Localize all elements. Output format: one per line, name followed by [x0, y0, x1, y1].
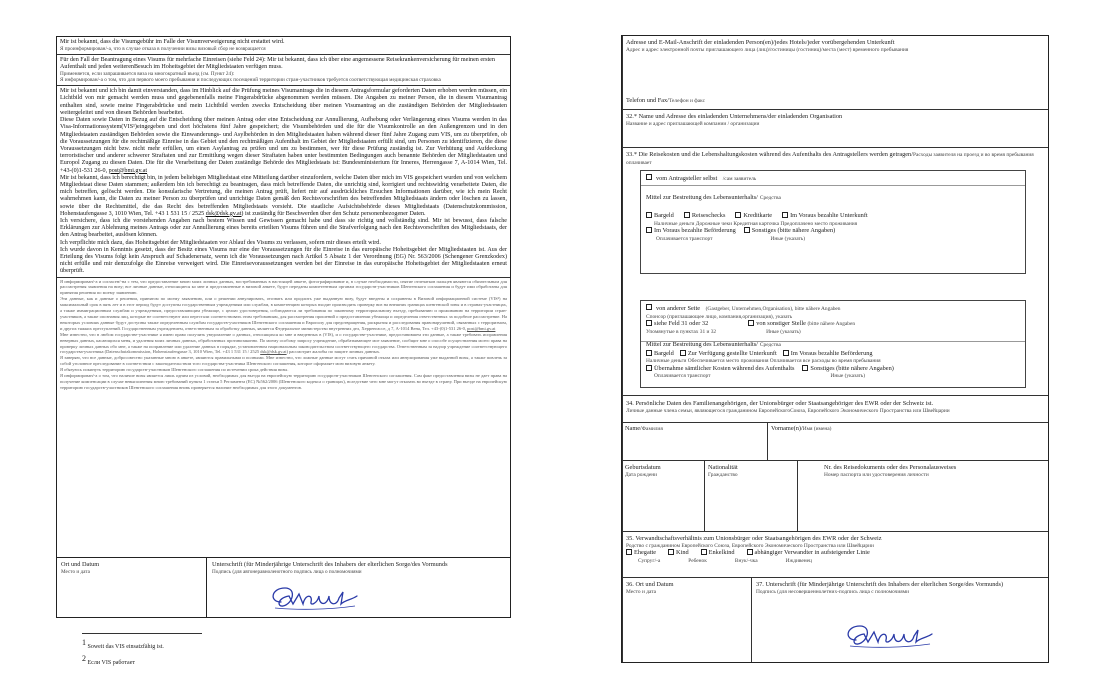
sponsor-means-options — [646, 350, 1020, 359]
self-means-options — [646, 212, 1020, 221]
self-funded-de: vom Antragsteller selbst — [656, 175, 718, 182]
self-means-de: Mittel zur Bestreitung des Lebensunterhalts/ — [646, 193, 758, 201]
birthdate-label-de: Geburtsdatum — [625, 464, 661, 471]
consent-de-4: Ich versichere, dass ich die vorstehenden Angaben nach bestem Wissen und Gewissen gemacht habe und dass sie richtig und vollständig sind. Mir ist bewusst, dass falsche Erklärungen zur Ablehnung meines Antrags oder zur Annullierung eines bereits erteilten Visums führen und die Strafverfolgung nach den Rechtsvorschriften des Mitgliedstaats, der den Antrag bearbeitet, auslösen können. — [60, 217, 507, 239]
multi-entry-de: Für den Fall der Beantragung eines Visums für mehrfache Einreisen (siehe Feld 24): Mir ist bekannt, dass ich über eine angemessene Reisekrankenversicherung für meinen ersten Aufenthalt und jeden weiterenBesuch im Hoheitsgebiet der Mitgliedstaaten verfügen muss. — [60, 57, 495, 71]
opt-spouse-label: Ehegatte — [634, 549, 657, 557]
opt-grandchild-checkbox[interactable] — [701, 549, 707, 555]
signature-row-right — [622, 578, 1048, 662]
opt-cheques[interactable] — [684, 212, 726, 221]
field-35-label-ru: Родство с гражданином Европейского Союза, Европейского Экономического Пространства или Швейцарии — [626, 542, 874, 549]
self-means-label — [646, 194, 1020, 203]
field-31-label-ru: Адрес и адрес электронной почты приглашающего лица (лиц)/гостиницы (гостиниц)/места (мест) временного пребывания — [626, 46, 909, 53]
opt-s-accom-label: Zur Verfügung gestellte Unterkunft — [687, 349, 777, 357]
consent-de-1: Mir ist bekannt und ich bin damit einverstanden, dass im Hinblick auf die Prüfung meines Visumantrags die in diesem Antragsformular geforderten Daten erhoben werden müssen, ein Lichtbild von mir gemacht werden muss und gegebenenfalls meine Fingerabdrücke abgenommen werden müssen. Die Angaben zu meiner Person, die in diesem Visumantrag enthalten sind, sowie meine Fingerabdrücke und mein Lichtbild werden zwecks Entscheidung über meinen Visumantrag an die zuständigen Behörden der Mitgliedstaaten weitergeleitet und von diesen Behörden bearbeitet. — [60, 88, 507, 116]
document-number-label-de: Nr. des Reisedokuments oder des Personalausweises — [824, 464, 957, 471]
self-funded-line — [646, 174, 1020, 184]
consent-ru-6: Я информирован/-а о том, что наличие визы является лишь одним из условий, необходимых для въезда на европейскую территорию государств-участников Шенгенского соглашения. Сам факт предоставления визы не дает права на получение компенсации в случае невыполнения мною требований пункта 1 статьи 5 Регламента (ЕС) №562/2006 (Шенгенского кодекса о границах), вследствие чего мне могут отказать во въезде в страну. При въезде на европейскую территорию государств-участников Шенгенского соглашения вновь проверяется наличие необходимых для этого документов. — [60, 373, 507, 390]
opt-s-all-costs[interactable] — [646, 365, 794, 374]
sponsor-means-de: Mittel zur Bestreitung des Lebensunterhalts/ — [646, 341, 758, 348]
opt-child-ru: Ребенок — [688, 557, 707, 564]
opt-prepaid-accom-checkbox[interactable] — [782, 212, 788, 218]
footnote-1 — [82, 637, 202, 653]
sponsor-ru: Спонсор (приглашающее лицо, компания,организация), указать — [646, 313, 793, 320]
multi-entry-ru-2: Я информирован/-а о том, что для первого моего пребывания и последующих посещений территории стран-участников требуется соответствующая медицинская страховка — [60, 77, 441, 84]
sponsor-checkbox[interactable] — [646, 304, 652, 310]
fee-ru: Я проинформирован/-а, что в случае отказа в получении визы визовый сбор не возвращается — [60, 46, 266, 53]
opt-other-source-label: von sonstiger Stelle — [756, 320, 806, 327]
opt-spouse-ru: Супруг/-а — [638, 557, 661, 564]
document-number-field[interactable] — [797, 461, 1048, 531]
consent-ru-3 — [60, 332, 507, 356]
opt-other-checkbox[interactable] — [744, 227, 750, 233]
surname-label-de: Name/ — [625, 425, 642, 432]
opt-prepaid-transport[interactable] — [646, 227, 736, 236]
sponsor-box — [640, 300, 1026, 388]
birthdate-label-ru: Дата рождени — [625, 471, 657, 478]
opt-grandchild[interactable] — [701, 549, 735, 558]
footnote-1-text: Soweit das VIS einsatzfähig ist. — [87, 644, 164, 650]
handwritten-signature — [267, 580, 362, 612]
opt-s-accom[interactable] — [680, 350, 777, 359]
firstname-field[interactable] — [767, 423, 1048, 460]
fee-de: Mir ist bekannt, dass die Visumgebühr im Falle der Visumverweigerung nicht erstattet wird. — [60, 39, 285, 45]
consent-ru-3-tail: ) рассмотрит жалобы по защите личных данных. — [286, 349, 381, 355]
field-34-header — [622, 396, 1048, 414]
opt-other-source-detail: (bitte nähere Angaben — [807, 321, 856, 327]
self-means-ru: Средства — [759, 194, 781, 201]
birthdate-field[interactable] — [622, 461, 704, 531]
declaration-frame — [56, 36, 511, 618]
opt-s-accom-checkbox[interactable] — [680, 350, 686, 356]
field-33-costs — [622, 148, 1048, 396]
field-34-label-ru: Личные данные члена семьи, являющегося гражданином ЕвропейскогоСоюза, Европейского Экономического Пространства или Швейцарии — [626, 407, 950, 414]
sponsor-fields — [646, 320, 1020, 329]
signature-label-ru: Подпись (для автонеравноленотного подпись лица о полномочиями — [212, 568, 362, 575]
place-date-field[interactable] — [57, 558, 207, 617]
consent-ru-3-text: Мне известно, что в любом государстве-участнике я имею право получить уведомление о данных, относящихся ко мне и введенных в (VIS), и о государстве-участнике, предоставившем эти данные, а также требовать исправления неверных данных, касающихся меня, и удаления моих личных данных, обработанных противозаконно. По моему особому запросу учреждение, обрабатывающее мое заявление, сообщит мне о способе осуществления моего права на проверку личных данных обо мне, а также на исправление или удаление данных в порядке, установленном национальным законодательством соответствующего государства. Ответственным за надзор учреждение соответствующего государства-участника (Datenschutzkommission, Hohenstaufengasse 3, 1010 Wien, Tel. +43 1 531 15 / 2525 — [60, 331, 507, 355]
consent-ru-2 — [60, 296, 507, 331]
place-date-label-ru: Место и дата — [61, 568, 90, 575]
opt-grandchild-label: Enkelkind — [708, 549, 735, 557]
opt-field-31-32-checkbox[interactable] — [646, 320, 652, 326]
bmi-email-link-ru[interactable]: post@bmi.gv.at — [467, 325, 496, 331]
field-37-label-ru: Подпись (для несовершеннолетних-подпись лица с полномочиями — [756, 588, 910, 595]
opt-s-transport-checkbox[interactable] — [783, 350, 789, 356]
surname-label-ru: Фамилия — [641, 426, 663, 432]
opt-s-all-costs-checkbox[interactable] — [646, 365, 652, 371]
relationship-options-ru — [626, 558, 1044, 565]
bmi-email-link[interactable]: post@bmi.gv.at — [108, 167, 148, 174]
multi-entry-ru-1: Применяется, если запрашивается виза на многократный въезд (см. Пункт 24): — [60, 71, 235, 78]
opt-s-transport-label: Im Voraus bezahlte Beförderung — [790, 349, 873, 357]
sponsor-line — [646, 304, 1020, 314]
opt-other-source[interactable] — [748, 320, 855, 329]
opt-s-transport-ru: Оплачивается транспорт — [654, 373, 711, 379]
opt-dependent[interactable] — [747, 549, 870, 558]
signature-row — [57, 557, 510, 617]
field-35-relationship — [622, 532, 1048, 578]
consent-ru-5: Я обязуюсь покинуть территорию государств-участников Шенгенского соглашения по истечении срока действия визы. — [60, 367, 289, 373]
surname-field[interactable] — [622, 423, 767, 460]
self-funded-box — [640, 170, 1026, 274]
consent-de-3-text: Mir ist bekannt, dass ich berechtigt bin, in jedem beliebigen Mitgliedstaat eine Mitteilung darüber einzufordern, welche Daten über mich im VIS gespeichert wurden und von welchem Mitgliedstaat diese Daten stammen; außerdem bin ich berechtigt zu beantragen, dass mich betreffende Daten, die unrichtig sind, korrigiert und rechtswidrig verarbeitete Daten, die mich betreffen, gelöscht werden. Die konsularische Vertretung, die meinen Antrag prüft, liefert mir auf ausdrückliches Ersuchen Informationen darüber, wie ich mein Recht wahrnehmen kann, die Daten zu meiner Person zu überprüfen und unrichtige Daten gemäß den Rechtsvorschriften des betreffenden Mitgliedstaats ändern oder löschen zu lassen, sowie über die Rechtsmittel, die das Recht des betreffenden Mitgliedstaats vorsieht. Die staatliche Aufsichtsbehörde dieses Mitgliedstaats (Datenschutzkommission, Hohenstaufengasse 3, 1010 Wien, Tel. +43 1 531 15 / 2525 — [60, 174, 507, 217]
sponsor-means-options-ru: Наличные деньги Обеспечивается место проживания Оплачивается все расходы во время пребывания — [646, 358, 881, 364]
opt-other-source-ru: Иные (указать) — [766, 328, 801, 335]
opt-field-ru: Упомянутые в пунктах 31 и 32 — [646, 328, 717, 335]
opt-card[interactable] — [735, 212, 772, 221]
opt-s-other-checkbox[interactable] — [802, 365, 808, 371]
self-means-options-2 — [646, 227, 1020, 236]
field-34-name-row — [622, 422, 1048, 460]
opt-card-checkbox[interactable] — [735, 212, 741, 218]
consent-ru-4: Я заверяю, что все данные, добросовестно указанные мною в анкете, являются правильными и полными. Мне известно, что ложные данные могут стать причиной отказа или аннулирования уже выданной визы, а также повлечь за собой уголовное преследование в соответствии с законодательством того государства-участника Шенгенского соглашения, которое оформляет мою визовую анкету. — [60, 355, 507, 367]
field-32-company[interactable] — [622, 110, 1048, 148]
phone-label-ru: Телефон и факс — [668, 98, 705, 104]
handwritten-signature-right — [842, 618, 937, 650]
page-right — [560, 0, 1100, 700]
consent-divider — [57, 277, 510, 278]
opt-spouse-checkbox[interactable] — [626, 549, 632, 555]
self-means-options-2-ru — [646, 236, 1020, 243]
dsk-email-link[interactable]: dsk@dsk.gv.at — [205, 210, 242, 217]
field-37-signature[interactable] — [752, 578, 1048, 662]
nationality-label-ru: Гражданство — [708, 471, 738, 478]
opt-cash[interactable] — [646, 212, 674, 221]
consent-de-3-tail: ) ist zuständig für Beschwerden über den Schutz personenbezogener Daten. — [241, 210, 426, 217]
opt-cash-label: Bargeld — [654, 212, 674, 219]
field-33-label-de: 33.* Die Reisekosten und die Lebenshaltungskosten während des Aufenthalts des Antragstellers werden getragen/ — [626, 151, 913, 158]
field-31-label-de: Adresse und E-Mail-Anschrift der einladenden Person(en)/jedes Hotels/jeder vorübergehenden Unterkunft — [626, 39, 895, 46]
opt-spouse[interactable] — [626, 549, 656, 558]
firstname-label-ru: Имя (имена) — [802, 426, 832, 432]
footnote-rule — [82, 633, 202, 634]
footnote-1-num: 1 — [82, 638, 86, 647]
opt-prepaid-accom-label: Im Voraus bezahlte Unterkunft — [790, 212, 868, 219]
opt-cheques-checkbox[interactable] — [684, 212, 690, 218]
firstname-label-de: Vorname(n)/ — [771, 425, 803, 432]
field-34-family-member — [622, 396, 1048, 532]
sponsor-means-options-2-ru — [646, 373, 1020, 380]
signature-field[interactable] — [207, 558, 510, 617]
nationality-field[interactable] — [704, 461, 797, 531]
phone-fax-label — [626, 97, 705, 105]
opt-s-other-label: Sonstiges (bitte nähere Angaben) — [810, 364, 894, 372]
sponsor-detail: (Gastgeber, Unternehmen,Organisation), bitte nähere Angaben — [705, 306, 841, 312]
self-divider — [641, 185, 1025, 186]
field-32-label-de: 32.* Name und Adresse des einladenden Unternehmens/der einladenden Organisation — [626, 113, 843, 120]
nationality-label-de: Nationalität — [708, 464, 738, 471]
field-36-label-de: 36. Ort und Datum — [626, 581, 674, 588]
opt-child[interactable] — [668, 549, 689, 558]
consent-ru-2-text: Эти данные, как и данные о решении, принятом по моему заявлению, или о решении аннулировать, отозвать или продлить уже выданную визу, будут введены и сохранены в Визовой информационной системе (VIS²) на максимальный срок в пять лет и в этот период будут доступны государственным учреждениям или службам, в компетенцию которых входит производить проверку виз на внешних границах шенгенской зоны и в странах-участницах, а также иммиграционным службам и учреждениям, предоставляющим убежище, с целью удостоверения, соблюдаются ли требования по законному территориальному въезду, пребыванию и проживанию на территории стран-участников, а также опознания лиц, которые не соответствуют или перестали соответствовать этим требованиям, для рассмотрения прошений о предоставлении убежища и определения ответственных за подобное рассмотрение. На некоторых условиях данные будут доступны также определенным службам государств-участников Шенгенского соглашения и Европолу для предотвращения, раскрытия и расследования правонарушений, связанных с терроризмом, и других тяжких преступлений. Государственным учреждением, ответственным за обработку данных, является Федеральное министерство внутренних дел, Херренгассе, д 7, А-1014 Вена, Тел. +43-(0)1-531 26-0, — [60, 296, 507, 331]
field-36-place-date[interactable] — [622, 578, 752, 662]
field-31-address[interactable] — [622, 36, 1048, 110]
opt-child-checkbox[interactable] — [668, 549, 674, 555]
opt-dependent-ru: Иждивенец — [785, 557, 812, 564]
opt-other-label: Sonstiges (bitte nähere Angaben) — [751, 227, 836, 234]
footnote-2-text: Если VIS работает — [87, 660, 135, 666]
field-36-label-ru: Место и дата — [626, 588, 657, 595]
self-means-options-ru: Наличные деньги Дорожные чеки Кредитная карточка Предоплачено место проживания — [654, 220, 858, 227]
relationship-options — [626, 549, 1044, 558]
field-35-label-de: 35. Verwandtschaftsverhältnis zum Unionsbürger oder Staatsangehörigen des EWR oder der Schweiz — [626, 535, 882, 542]
field-34-details-row — [622, 460, 1048, 531]
opt-s-cash-label: Bargeld — [654, 349, 674, 357]
consent-de-3 — [60, 175, 507, 218]
consent-de-2 — [60, 117, 507, 175]
sponsor-means-ru: Средства — [759, 342, 781, 348]
footnote-2 — [82, 653, 202, 669]
consent-de-6: Ich wurde davon in Kenntnis gesetzt, dass der Besitz eines Visums nur eine der Voraussetzungen für die Einreise in das europäische Hoheitsgebiet der Mitgliedstaaten ist. Aus der Erteilung des Visums folgt kein Anspruch auf Schadenersatz, wenn ich die Voraussetzungen nach Artikel 5 Absatz 1 der Verordnung (EG) Nr. 563/2006 (Schengener Grenzkodex) nicht erfülle und mir demzufolge die Einreise verweigert wird. Die Einreisevoraussetzungen werden bei der Einreise in das europäische Hoheitsgebiet der Mitgliedstaaten erneut überprüft. — [60, 246, 507, 275]
field-37-label-de: 37. Unterschrift (für Minderjährige Unterschrift des Inhabers der elterlichen Sorge/des Vormunds) — [756, 581, 1004, 588]
sponsor-de: von anderer Seite — [656, 305, 701, 312]
document-number-label-ru: Номер паспорта или удостоверения личности — [824, 471, 929, 478]
opt-prepaid-transport-label: Im Voraus bezahlte Beförderung — [654, 227, 736, 234]
field-33-label-ru: Расходы заявителя на проезд и во время пребывания оплачивает — [626, 152, 1034, 166]
opt-s-other[interactable] — [802, 365, 893, 374]
form-frame — [621, 35, 1049, 663]
opt-cash-checkbox[interactable] — [646, 212, 652, 218]
consent-ru-1: Я информирован/-а и согласен/-на с тем, что предоставление мною моих личных данных, востребованных в настоящей анкете, фотографирование и, в случае необходимости, снятие отпечатков пальцев являются обязательным для рассмотрения заявления на визу; все личные данные, относящиеся ко мне и представленные в визовой анкете, будут переданы компетентным органам государств-участников Шенгенского соглашения и будут ими обработаны для принятия решения по моему заявлению. — [60, 278, 507, 296]
opt-s-cash-checkbox[interactable] — [646, 350, 652, 356]
field-33-label — [626, 151, 1044, 166]
opt-grandchild-ru: Внук/-чка — [734, 557, 758, 564]
opt-field-31-32[interactable] — [646, 320, 708, 329]
opt-dependent-label: abhängiger Verwandter in aufsteigender Linie — [754, 549, 870, 557]
opt-s-cash[interactable] — [646, 350, 674, 359]
fee-row — [57, 37, 510, 55]
self-funded-checkbox[interactable] — [646, 174, 652, 180]
self-funded-ru: /сам заявитель — [722, 176, 757, 182]
opt-prepaid-transport-checkbox[interactable] — [646, 227, 652, 233]
opt-other-ru: Иные (указать) — [770, 235, 806, 242]
place-date-label-de: Ort und Datum — [61, 561, 100, 568]
opt-cheques-label: Reiseschecks — [691, 212, 726, 219]
consent-de-5: Ich verpflichte mich dazu, das Hoheitsgebiet der Mitgliedstaaten vor Ablauf des Visums zu verlassen, sofern mir dieses erteilt wird. — [60, 239, 381, 246]
dsk-email-link-ru[interactable]: dsk@dsk.gv.at — [260, 349, 287, 355]
opt-s-other-ru: Иные (указать) — [830, 373, 866, 379]
footnote-2-num: 2 — [82, 654, 86, 663]
field-32-label-ru: Название и адрес приглашающей компании / организации — [626, 120, 760, 127]
footnotes — [82, 633, 202, 669]
field-34-label-de: 34. Persönliche Daten des Familienangehörigen, der Unionsbürger oder Staatsangehöriger des EWR oder der Schweiz ist. — [626, 400, 934, 407]
sponsor-means-options-2 — [646, 365, 1020, 374]
phone-label-de: Telefon und Fax/ — [626, 97, 669, 104]
opt-other-source-checkbox[interactable] — [748, 320, 754, 326]
multi-entry-row — [57, 55, 510, 86]
opt-field-31-32-label: siehe Feld 31 oder 32 — [654, 320, 709, 327]
opt-dependent-checkbox[interactable] — [747, 549, 753, 555]
opt-prepaid-accom[interactable] — [782, 212, 868, 221]
signature-label-de: Unterschrift (für Minderjährige Unterschrift des Inhabers der elterlichen Sorge/des Vormunds — [212, 561, 448, 568]
sponsor-divider — [641, 341, 1025, 342]
opt-child-label: Kind — [676, 549, 689, 557]
opt-s-transport[interactable] — [783, 350, 873, 359]
opt-other[interactable] — [744, 227, 835, 236]
consent-block — [57, 86, 510, 393]
opt-card-label: Kreditkarte — [743, 212, 773, 219]
opt-s-all-costs-label: Übernahme sämtlicher Kosten während des Aufenthalts — [654, 364, 795, 372]
consent-de-2-text: Diese Daten sowie Daten in Bezug auf die Entscheidung über meinen Antrag oder eine Entscheidung zur Annullierung, Aufhebung oder Verlängerung eines Visums werden in das Visa-Informationssystem(VIS¹)eingegeben und dort höchstens fünf Jahre gespeichert; die Visumbehörden und die für die Visumkontrolle an den Außengrenzen und in den Mitgliedstaaten zuständigen Behörden sowie die Einwanderungs- und Asylbehörden in den Mitgliedstaaten haben während dieser fünf Jahre Zugang zum VIS, um zu überprüfen, ob die Voraussetzungen für die rechtmäßige Einreise in das Gebiet und den rechtmäßigen Aufenthalt im Gebiet der Mitgliedstaaten erfüllt sind, um Personen zu identifizieren, die diese Voraussetzungen nicht bzw. nicht mehr erfüllen, um einen Asylantrag zu prüfen und um zu bestimmen, wer für diese Prüfung zuständig ist. Zur Verhütung und Aufdeckung terroristischer und anderer schwerer Straftaten und zur Ermittlung wegen dieser Straftaten haben unter bestimmten Bedingungen auch benannte Behörden der Mitgliedstaaten und Europol Zugang zu diesen Daten. Die für die Verarbeitung der Daten zuständige Behörde des Mitgliedstaats ist: Bundesministerium für Inneres, Herrengasse 7, A-1014 Wien, Tel. +43-(0)1-531 26-0, — [60, 117, 507, 174]
opt-transport-ru: Оплачивается транспорт — [656, 235, 713, 242]
sponsor-means-label — [646, 341, 1020, 350]
sponsor-fields-ru — [646, 329, 1020, 336]
